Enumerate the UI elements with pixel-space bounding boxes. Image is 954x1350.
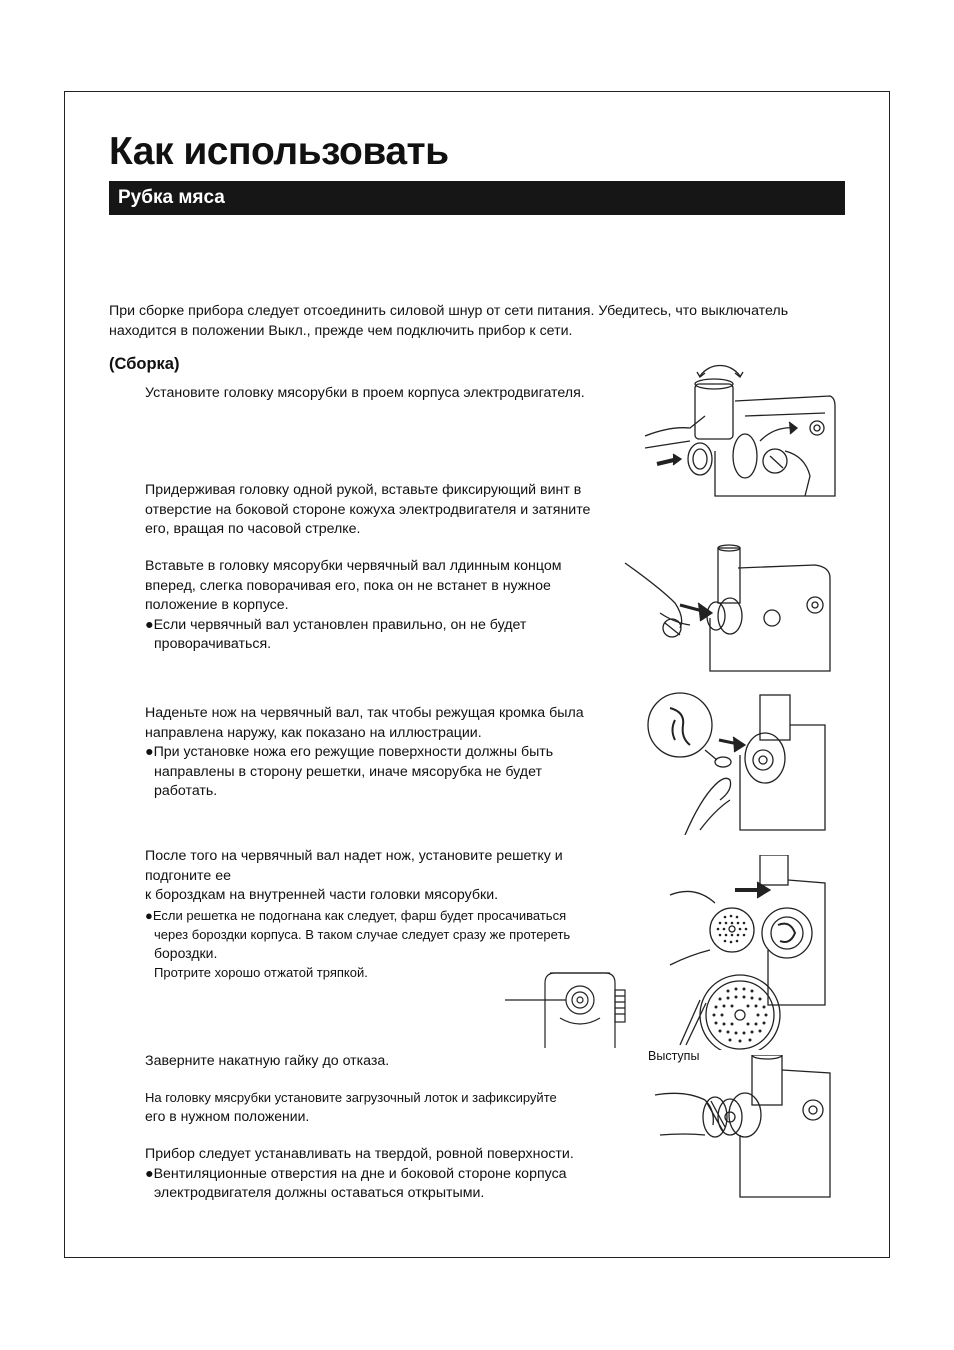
step-text: его, вращая по часовой стрелке. bbox=[145, 521, 361, 537]
step-note: ●Если решетка не подогнана как следует, фарш будет просачиваться bbox=[145, 907, 567, 923]
protrusions-caption: Выступы bbox=[648, 1049, 700, 1063]
step-2 bbox=[145, 481, 645, 540]
step-7 bbox=[145, 1088, 635, 1126]
step-note: работать. bbox=[154, 783, 218, 799]
step-text: Придерживая головку одной рукой, вставьте фиксирующий винт в bbox=[145, 482, 582, 498]
step-text: подгоните ее bbox=[145, 867, 232, 884]
step-text: его в нужном положении. bbox=[145, 1108, 310, 1124]
step-1 bbox=[145, 384, 645, 404]
step-5 bbox=[145, 847, 645, 982]
blade-fitting-illustration bbox=[645, 690, 830, 835]
intro-line: При сборке прибора следует отсоединить силовой шнур от сети питания. Убедитесь, что выключатель bbox=[109, 303, 789, 319]
ring-nut-tightening-illustration bbox=[645, 1055, 835, 1200]
grinding-plate-illustration bbox=[640, 855, 830, 1050]
step-note: электродвигателя должны оставаться открытыми. bbox=[154, 1185, 485, 1201]
step-text: Вставьте в головку мясорубки червячный вал лдинным концом bbox=[145, 558, 562, 574]
ring-nut-front-view-illustration bbox=[505, 968, 630, 1050]
assembly-heading: (Сборка) bbox=[109, 355, 180, 373]
step-note: ●Вентиляционные отверстия на дне и боковой стороне корпуса bbox=[145, 1165, 567, 1182]
worm-shaft-insertion-illustration bbox=[620, 543, 835, 673]
step-4 bbox=[145, 704, 645, 802]
step-text: к бороздкам на внутренней части головки мясорубки. bbox=[145, 887, 499, 903]
step-text: После того на червячный вал надет нож, установите решетку и bbox=[145, 848, 563, 864]
intro-line: находится в положении Выкл., прежде чем подключить прибор к сети. bbox=[109, 323, 573, 339]
step-text: отверстие на боковой стороне кожуха электродвигателя и затяните bbox=[145, 501, 591, 518]
step-note: ●Если червячный вал установлен правильно, он не будет bbox=[145, 616, 527, 633]
grinder-head-insertion-illustration bbox=[645, 356, 840, 501]
step-text: вперед, слегка поворачивая его, пока он не встанет в нужное bbox=[145, 577, 551, 594]
step-text: положение в корпусе. bbox=[145, 597, 289, 613]
step-text: Наденьте нож на червячный вал, так чтобы режущая кромка была bbox=[145, 705, 584, 721]
step-text: направлена наружу, как показано на иллюстрации. bbox=[145, 724, 482, 741]
section-title: Рубка мяса bbox=[118, 187, 225, 208]
step-note: ●При установке ножа его режущие поверхности должны быть bbox=[145, 744, 554, 760]
step-text: На головку мясрубки установите загрузочный лоток и зафиксируйте bbox=[145, 1090, 557, 1105]
step-note: через бороздки корпуса. В таком случае следует сразу же протереть bbox=[154, 926, 571, 942]
intro-warning bbox=[109, 301, 854, 341]
step-6 bbox=[145, 1052, 645, 1072]
step-note: Протрите хорошо отжатой тряпкой. bbox=[154, 964, 368, 980]
step-note: проворачиваться. bbox=[154, 636, 272, 652]
page-title: Как использовать bbox=[109, 130, 449, 173]
step-text: Прибор следует устанавливать на твердой, ровной поверхности. bbox=[145, 1146, 574, 1162]
step-note: бороздки. bbox=[154, 944, 218, 961]
step-text: Заверните накатную гайку до отказа. bbox=[145, 1053, 390, 1069]
section-title-bar bbox=[109, 181, 845, 215]
step-note: направлены в сторону решетки, иначе мясорубка не будет bbox=[154, 763, 542, 780]
step-8 bbox=[145, 1145, 645, 1204]
step-text: Установите головку мясорубки в проем корпуса электродвигателя. bbox=[145, 385, 585, 401]
step-3 bbox=[145, 557, 645, 655]
